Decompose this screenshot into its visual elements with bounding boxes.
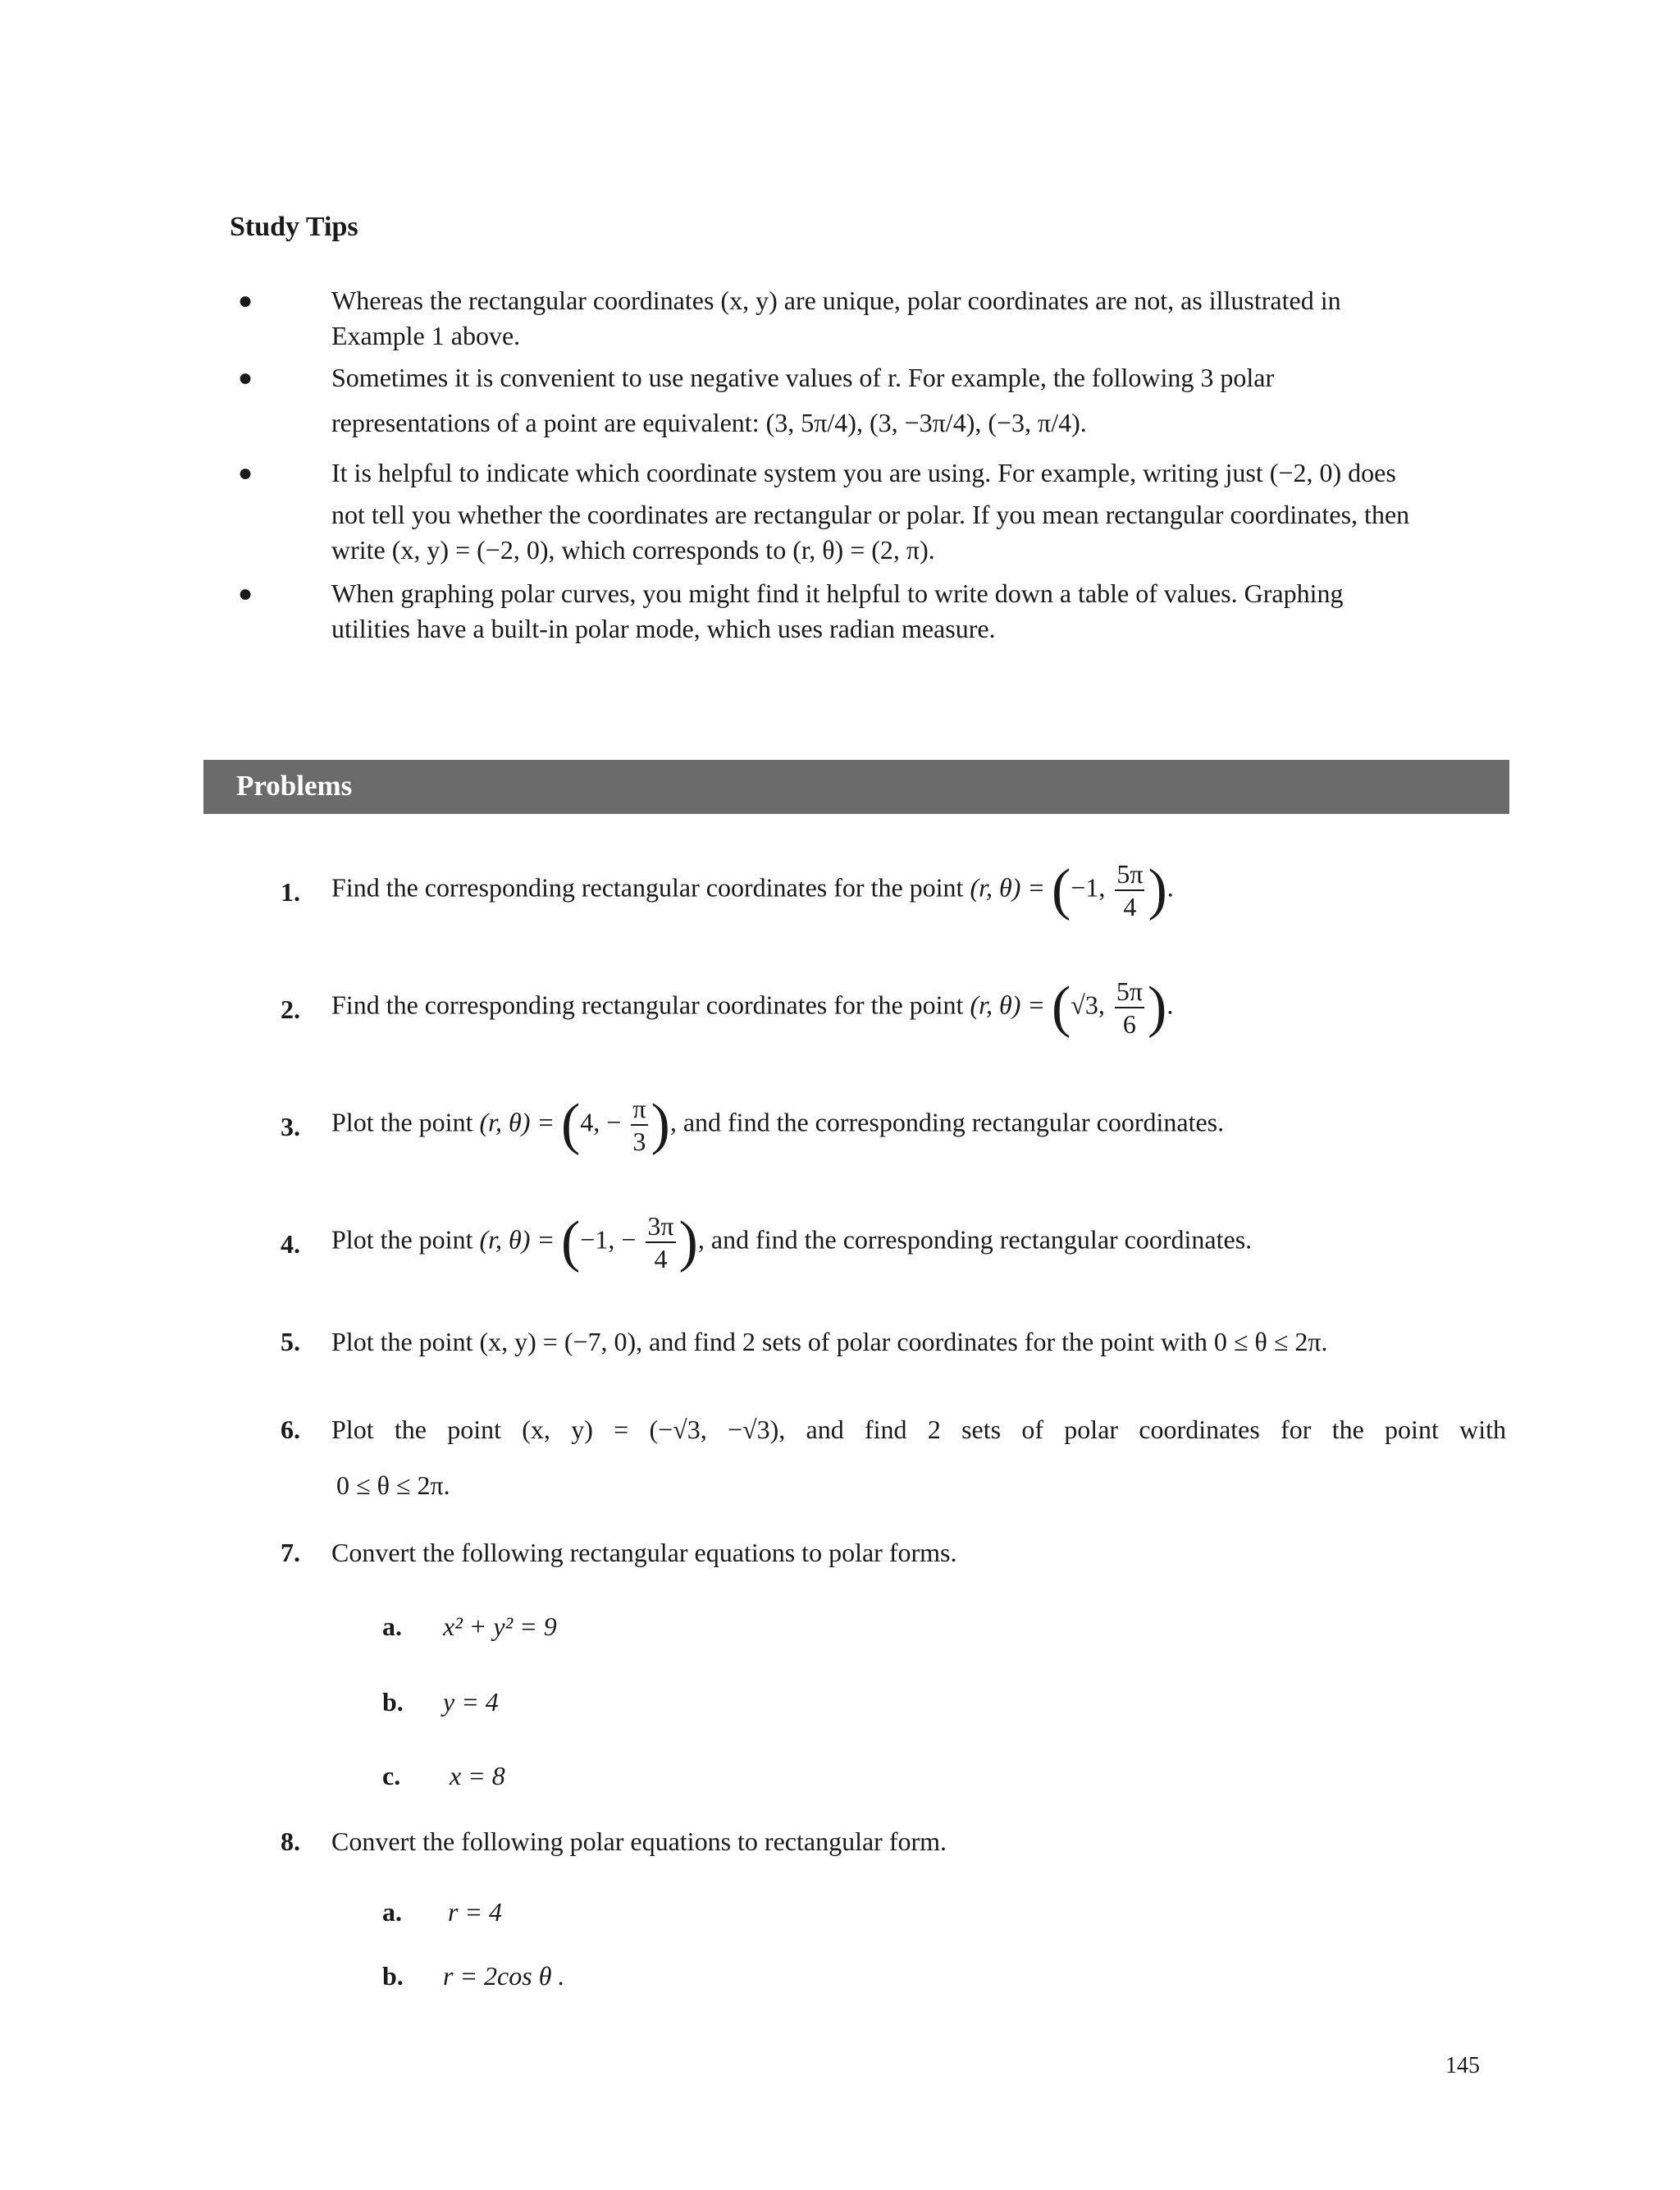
problem-7b: b. y = 4 [382, 1687, 499, 1717]
tip-4-line-2: utilities have a built-in polar mode, which uses radian measure. [331, 614, 996, 643]
tip-2-line-2: representations of a point are equivalent: (3, 5π/4), (3, −3π/4), (−3, π/4). [331, 408, 1087, 437]
problem-6-line-1: Plot the point (x, y) = (−√3, −√3), and find 2 sets of polar coordinates for the point with [331, 1415, 1506, 1444]
tip-1-line-2: Example 1 above. [331, 321, 521, 350]
problem-1: Find the corresponding rectangular coordinates for the point (r, θ) = (−1, $\frac{5\pi}{4}$ ). [331, 858, 1174, 921]
problem-7: Convert the following rectangular equations to polar forms. [331, 1538, 957, 1567]
problem-4: Plot the point (r, θ) = (−1, − $\frac{3\pi}{4}$ ), and find the corresponding rectangular coordinates. [331, 1210, 1253, 1273]
problem-8: Convert the following polar equations to rectangular form. [331, 1827, 947, 1856]
tip-3-line-2: not tell you whether the coordinates are rectangular or polar. If you mean rectangular coordinates, then [331, 500, 1410, 529]
tip-4-line-1: When graphing polar curves, you might find it helpful to write down a table of values. Graphing [331, 578, 1344, 608]
bullet-icon: ● [238, 364, 253, 391]
tip-2-line-1: Sometimes it is convenient to use negative values of r. For example, the following 3 polar [331, 363, 1275, 392]
problem-3-number: 3. [281, 1112, 300, 1141]
problem-8a: a. r = 4 [382, 1897, 503, 1927]
study-tips-heading: Study Tips [230, 212, 358, 242]
problem-5-number: 5. [281, 1327, 300, 1356]
problem-6-line-2: 0 ≤ θ ≤ 2π. [336, 1470, 450, 1500]
tip-1-line-1: Whereas the rectangular coordinates (x, y) are unique, polar coordinates are not, as illustrated in [331, 286, 1341, 315]
problem-4-number: 4. [281, 1229, 300, 1259]
problem-8b: b. r = 2cos θ . [382, 1961, 565, 1991]
tip-3-line-1: It is helpful to indicate which coordinate system you are using. For example, writing just (−2, 0) does [331, 458, 1396, 487]
problem-2-number: 2. [281, 994, 300, 1024]
problems-banner-title: Problems [236, 770, 353, 802]
problem-1-number: 1. [281, 877, 300, 907]
problem-6-number: 6. [281, 1415, 300, 1444]
problem-7-number: 7. [281, 1538, 300, 1567]
problem-8-number: 8. [281, 1827, 300, 1856]
bullet-icon: ● [238, 287, 253, 314]
problem-7a: a. x² + y² = 9 [382, 1612, 557, 1641]
page-number: 145 [1445, 2053, 1480, 2078]
bullet-icon: ● [238, 459, 253, 487]
tip-3-line-3: write (x, y) = (−2, 0), which corresponds to (r, θ) = (2, π). [331, 535, 935, 565]
problem-2: Find the corresponding rectangular coordinates for the point (r, θ) = (√3, $\frac{5\pi}{6}$ ). [331, 976, 1174, 1039]
problem-3: Plot the point (r, θ) = (4, − $\frac{\pi}{3}$ ), and find the corresponding rectangular coordinates. [331, 1093, 1225, 1156]
problem-7c: c. x = 8 [382, 1761, 505, 1790]
problem-5: Plot the point (x, y) = (−7, 0), and find 2 sets of polar coordinates for the point with 0 ≤ θ ≤ 2π. [331, 1327, 1328, 1356]
bullet-icon: ● [238, 580, 253, 607]
